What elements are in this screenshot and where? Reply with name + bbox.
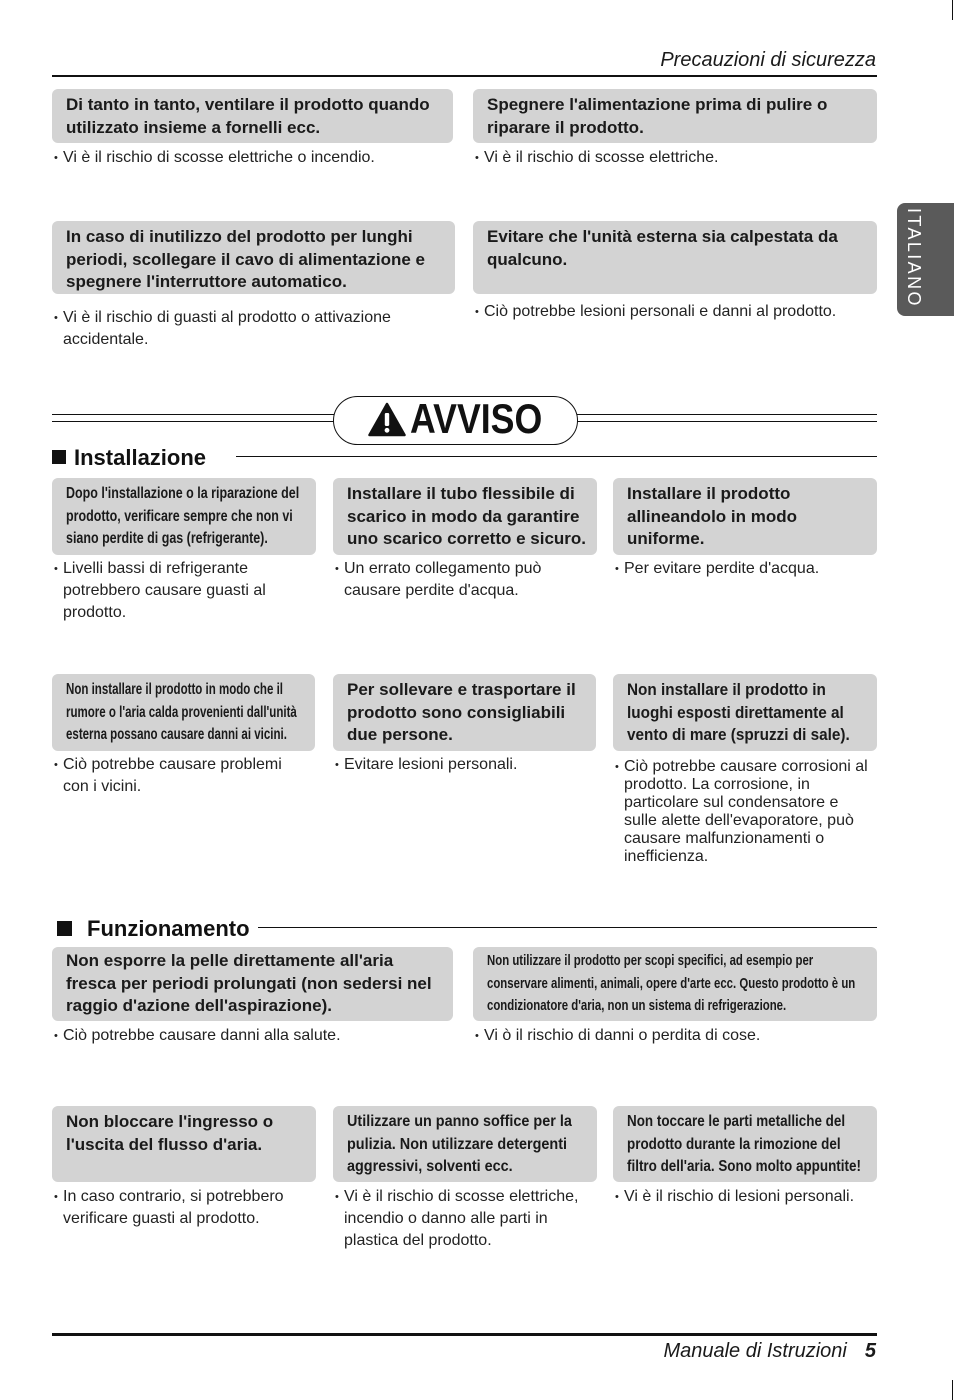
precaution-title: Utilizzare un panno soffice per la pulizia. Non utilizzare detergenti aggressivi, solventi ecc. bbox=[347, 1113, 572, 1175]
precaution-box bbox=[613, 478, 877, 555]
header-section-title: Precauzioni di sicurezza bbox=[660, 49, 876, 71]
precaution-title: Di tanto in tanto, ventilare il prodotto quando utilizzato insieme a fornelli ecc. bbox=[66, 95, 430, 137]
precaution-title: Non esporre la pelle direttamente all'aria fresca per periodi prolungati (non sedersi nel raggio d'azione dell'aspirazione). bbox=[66, 951, 432, 1015]
section-heading: Installazione bbox=[74, 445, 207, 470]
precaution-title: Non utilizzare il prodotto per scopi specifici, ad esempio per conservare alimenti, animali, opere d'arte ecc. Questo prodotto è un condizionatore d'aria, non un sistema di refrigerazione. bbox=[487, 952, 856, 1014]
precaution-note: • Ciò potrebbe causare danni alla salute. bbox=[52, 1025, 453, 1047]
precaution-note: • Un errato collegamento può causare perdite d'acqua. bbox=[333, 558, 597, 602]
precaution-title: In caso di inutilizzo del prodotto per lunghi periodi, scollegare il cavo di alimentazione e spegnere l'interruttore automatico. bbox=[66, 227, 426, 291]
precaution-title: Non installare il prodotto in luoghi esposti direttamente al vento di mare (spruzzi di sale). bbox=[627, 680, 850, 744]
precaution-box bbox=[52, 221, 455, 294]
precaution-title: Dopo l'installazione o la riparazione del prodotto, verificare sempre che non vi siano perdite di gas (refrigerante). bbox=[66, 485, 300, 547]
precaution-title: Non bloccare l'ingresso o l'uscita del flusso d'aria. bbox=[66, 1112, 274, 1154]
crop-mark-bottom bbox=[952, 1380, 953, 1400]
precaution-box bbox=[613, 674, 877, 751]
footer-rule bbox=[52, 1333, 877, 1336]
precaution-box bbox=[613, 1106, 877, 1182]
language-tab-label: ITALIANO bbox=[904, 208, 924, 308]
precaution-box bbox=[333, 1106, 597, 1182]
precaution-title: Non toccare le parti metalliche del prodotto durante la rimozione del filtro dell'aria. Sono molto appuntite! bbox=[627, 1113, 861, 1175]
precaution-note: • In caso contrario, si potrebbero verificare guasti al prodotto. bbox=[52, 1186, 316, 1230]
precaution-box bbox=[52, 674, 315, 751]
precaution-note: • Livelli bassi di refrigerante potrebbero causare guasti al prodotto. bbox=[52, 558, 316, 624]
precaution-box bbox=[473, 221, 877, 294]
page-number: 5 bbox=[864, 1340, 876, 1362]
section-square-icon bbox=[57, 921, 72, 936]
precaution-note: • Vi è il rischio di guasti al prodotto o attivazione accidentale. bbox=[52, 307, 455, 351]
section-rule bbox=[236, 456, 877, 457]
precaution-note: • Vi è il rischio di scosse elettriche o incendio. bbox=[52, 147, 453, 169]
crop-mark-top bbox=[952, 0, 953, 20]
precaution-title: Installare il prodotto allineandolo in modo uniforme. bbox=[627, 484, 797, 548]
precaution-box bbox=[333, 478, 597, 555]
precaution-box bbox=[333, 674, 596, 751]
header-rule bbox=[52, 75, 877, 77]
precaution-note: • Ciò potrebbe causare corrosioni al prodotto. La corrosione, in particolare sul condensatore e sulle alette dell'evaporatore, può causare malfunzionamenti o inefficienza. bbox=[613, 758, 877, 866]
precaution-note: • Per evitare perdite d'acqua. bbox=[613, 558, 877, 580]
language-tab bbox=[897, 203, 954, 316]
precaution-note: • Vi è il rischio di scosse elettriche, incendio o danno alle parti in plastica del prodotto. bbox=[333, 1186, 597, 1252]
section-rule bbox=[258, 927, 877, 928]
precaution-note: • Evitare lesioni personali. bbox=[333, 754, 597, 776]
section-heading: Funzionamento bbox=[87, 916, 250, 941]
precaution-note: • Ciò potrebbe lesioni personali e danni al prodotto. bbox=[473, 301, 877, 323]
precaution-title: Spegnere l'alimentazione prima di pulire o riparare il prodotto. bbox=[487, 95, 828, 137]
precaution-note: • Vi è il rischio di lesioni personali. bbox=[613, 1186, 877, 1208]
precaution-box bbox=[52, 1106, 316, 1182]
footer bbox=[663, 1339, 876, 1363]
warning-label: AVVISO bbox=[410, 395, 543, 442]
precaution-note: • Vi è il rischio di scosse elettriche. bbox=[473, 147, 877, 169]
precaution-box bbox=[473, 947, 877, 1021]
precaution-title: Installare il tubo flessibile di scarico in modo da garantire uno scarico corretto e sicuro. bbox=[347, 484, 587, 548]
precaution-note: • Ciò potrebbe causare problemi con i vicini. bbox=[52, 754, 316, 798]
precaution-box bbox=[473, 89, 877, 143]
precaution-title: Per sollevare e trasportare il prodotto sono consigliabili due persone. bbox=[347, 680, 576, 744]
precaution-note: • Vi ò il rischio di danni o perdita di cose. bbox=[473, 1025, 877, 1047]
precaution-title: Non installare il prodotto in modo che il rumore o l'aria calda provenienti dall'unità esterna possano causare danni ai vicini. bbox=[66, 681, 297, 743]
footer-manual-title: Manuale di Istruzioni bbox=[663, 1340, 847, 1362]
section-square-icon bbox=[52, 450, 66, 464]
warning-triangle-icon bbox=[368, 402, 406, 437]
precaution-box bbox=[52, 947, 453, 1021]
warning-banner bbox=[333, 396, 578, 445]
precaution-box bbox=[52, 478, 316, 555]
precaution-title: Evitare che l'unità esterna sia calpestata da qualcuno. bbox=[487, 227, 838, 269]
precaution-box bbox=[52, 89, 453, 143]
